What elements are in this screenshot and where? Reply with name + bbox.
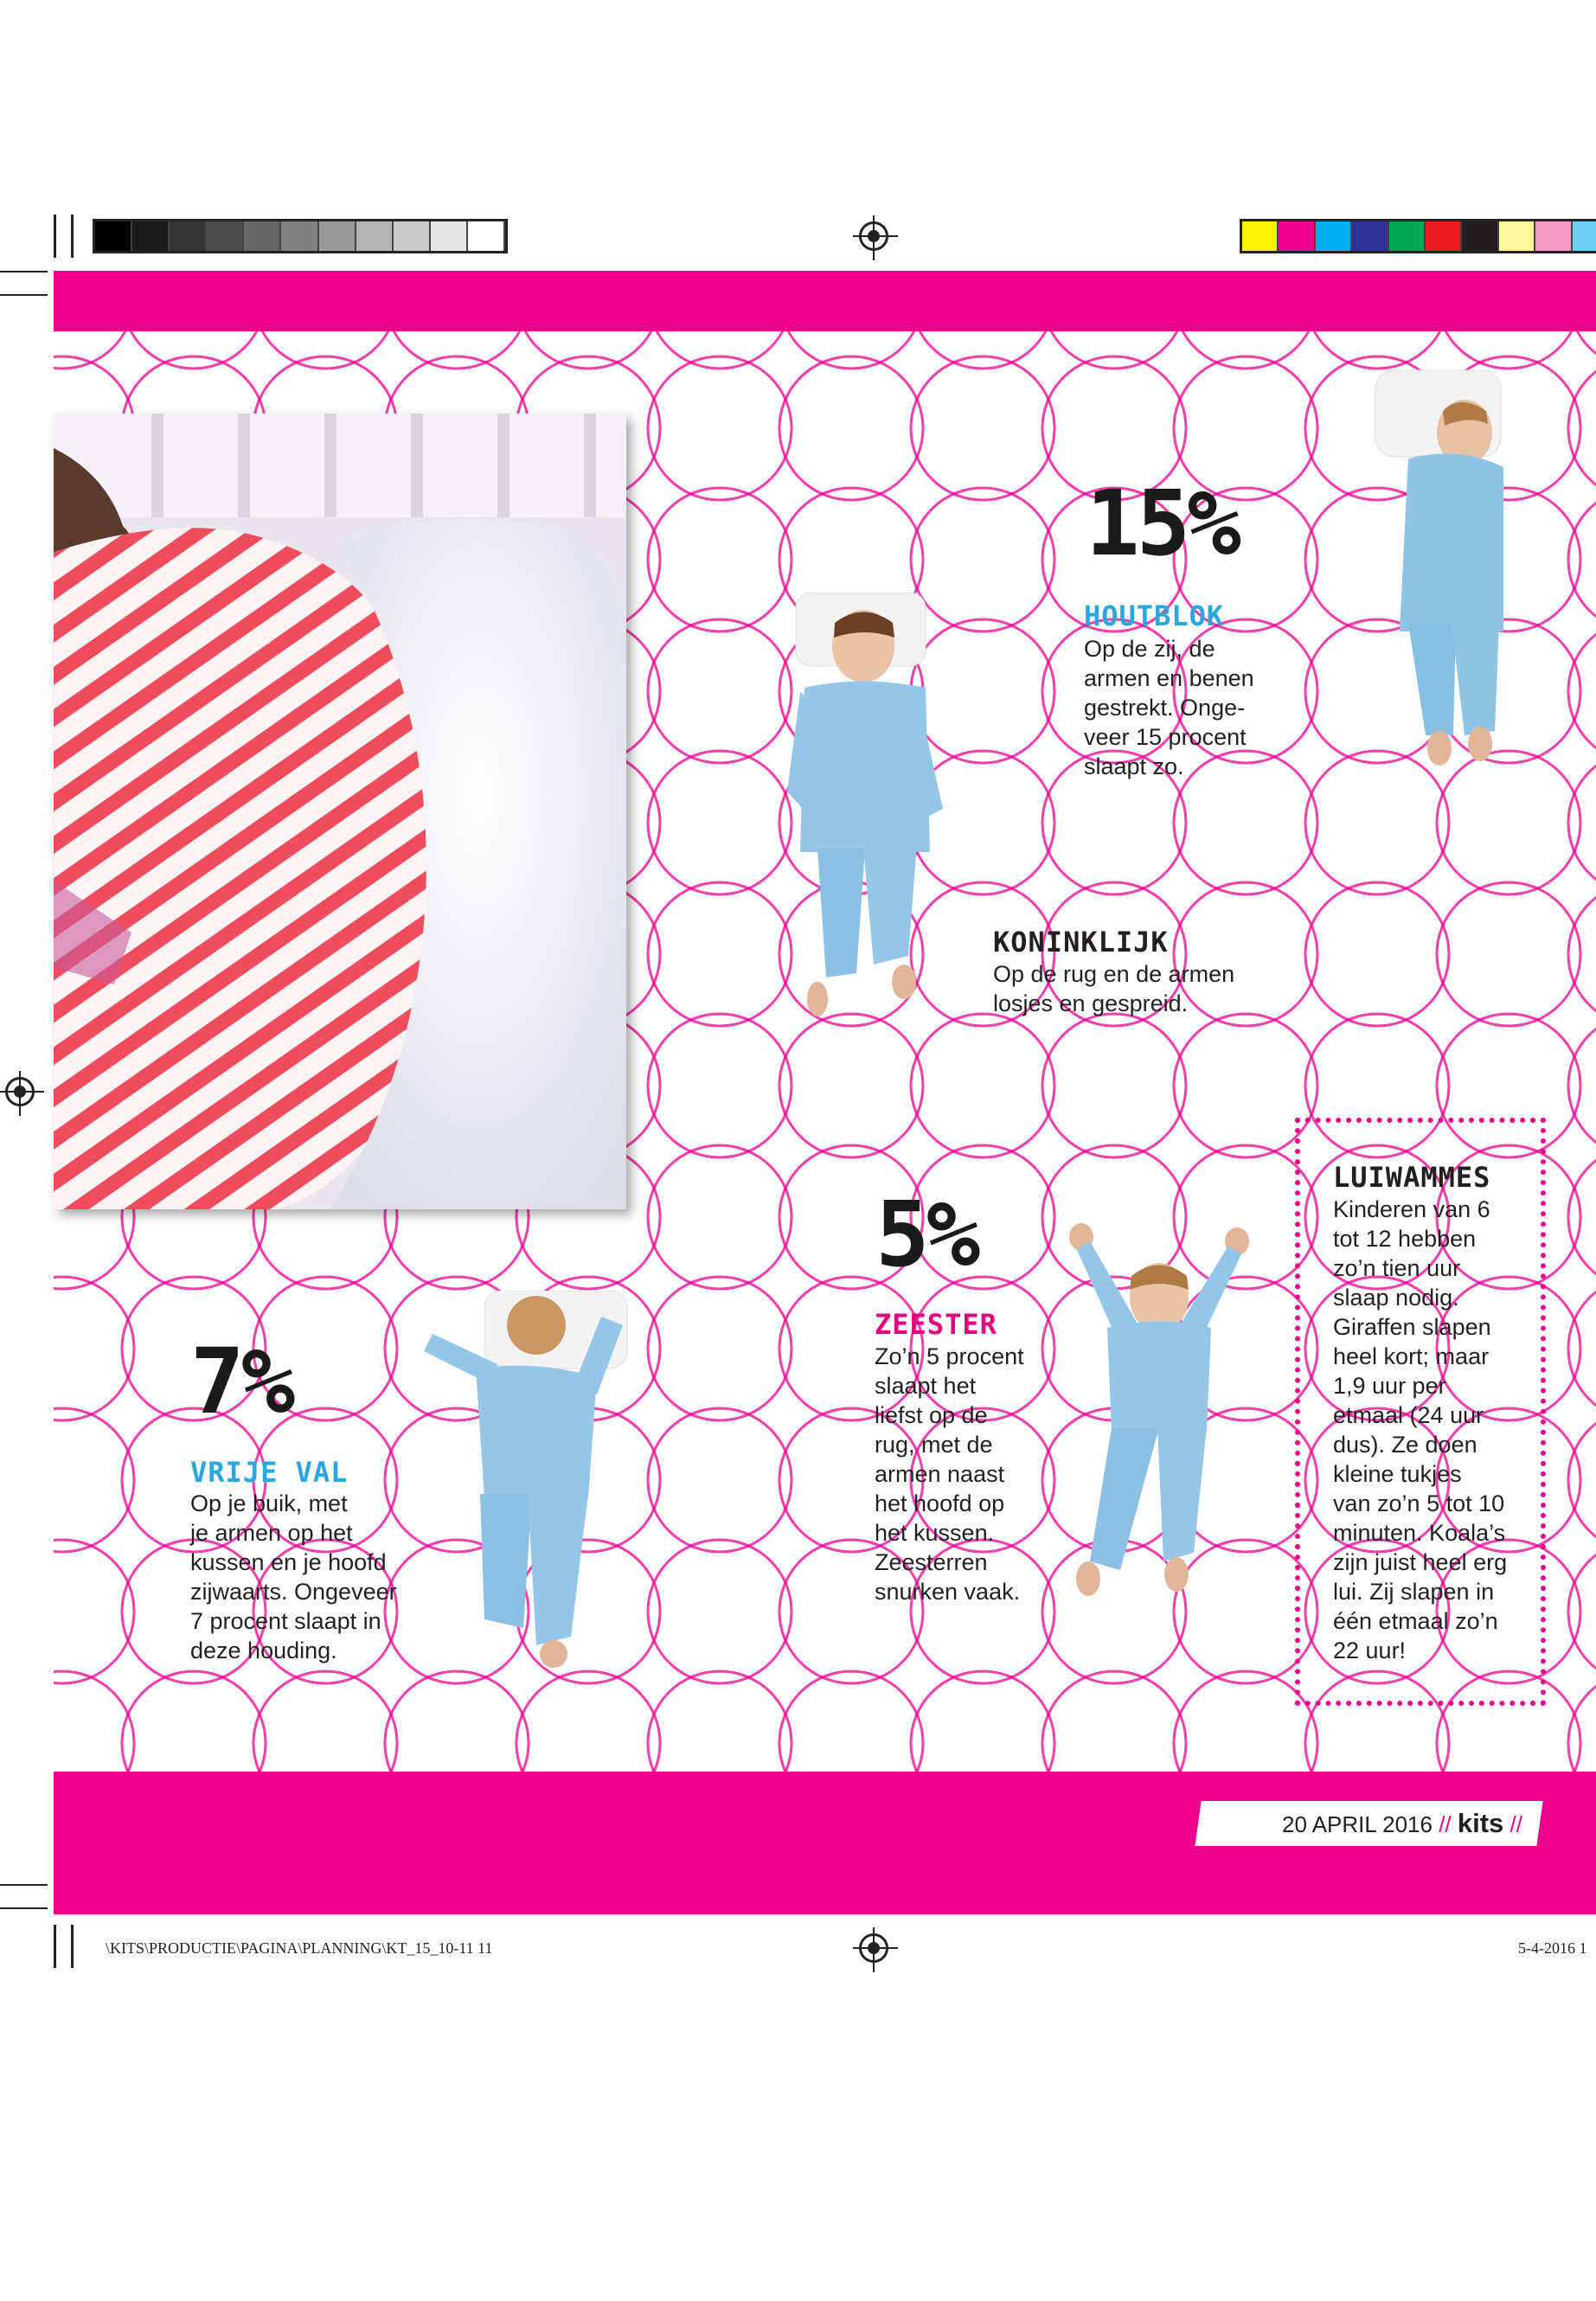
houtblok-percentage: 15% (1086, 471, 1238, 576)
text-line: Op de zij, de (1084, 636, 1215, 662)
pattern-circle (1042, 331, 1186, 369)
color-swatch (1535, 221, 1572, 251)
text-line: het hoofd op (875, 1490, 1005, 1516)
houtblok-heading: HOUTBLOK (1084, 599, 1225, 632)
process-color-bar (1240, 219, 1596, 253)
color-swatch (1242, 221, 1279, 251)
pattern-circle (1568, 1671, 1596, 1772)
color-swatch (244, 221, 281, 251)
text-line: Kinderen van 6 (1333, 1196, 1490, 1222)
pattern-circle (648, 331, 792, 369)
pattern-circle (516, 1671, 660, 1772)
color-swatch (468, 221, 505, 251)
text-line: tot 12 hebben (1333, 1226, 1477, 1252)
crop-mark (54, 1925, 56, 1968)
zeester-boy-illustration (1055, 1215, 1263, 1605)
pattern-circle (911, 356, 1054, 500)
color-swatch (356, 221, 394, 251)
pattern-circle (1568, 882, 1596, 1026)
crop-mark (54, 215, 56, 258)
pattern-circle (779, 356, 923, 500)
crop-mark (0, 294, 48, 296)
pattern-circle (1568, 1540, 1596, 1683)
text-line: 7 procent slaapt in (190, 1608, 381, 1634)
text-line: Op je buik, met (190, 1490, 348, 1516)
pattern-circle (648, 1408, 792, 1552)
footer-line (1282, 1808, 1522, 1839)
vrije-val-heading: VRIJE VAL (190, 1456, 349, 1489)
text-line: je armen op het (190, 1520, 353, 1546)
text-line: zijwaarts. Ongeveer (190, 1579, 397, 1605)
text-line: armen en benen (1084, 665, 1254, 691)
pattern-circle (1568, 356, 1596, 500)
text-line: etmaal (24 uur (1333, 1402, 1484, 1428)
vrije-val-boy-illustration (424, 1291, 631, 1680)
luiwammes-heading: LUIWAMMES (1333, 1161, 1491, 1194)
footer-separator: // (1439, 1811, 1452, 1837)
crop-mark (0, 1884, 48, 1886)
text-line: heel kort; maar (1333, 1343, 1490, 1369)
color-swatch (132, 221, 170, 251)
pattern-circle (122, 1671, 266, 1772)
text-line: veer 15 procent (1084, 724, 1247, 750)
sleeping-girl-photo (54, 413, 626, 1209)
text-line: liefst op de (875, 1402, 988, 1428)
registration-mark-icon (859, 1933, 888, 1963)
crop-mark (71, 1925, 74, 1968)
text-line: deze houding. (190, 1638, 337, 1663)
text-line: kleine tukjes (1333, 1461, 1462, 1487)
text-line: het kussen. (875, 1520, 995, 1546)
pattern-circle (648, 1014, 792, 1157)
registration-mark-icon (859, 221, 888, 251)
zeester-heading: ZEESTER (875, 1308, 997, 1341)
pattern-circle (385, 1671, 529, 1772)
pattern-circle (1568, 619, 1596, 763)
text-line: slaap nodig. (1333, 1285, 1459, 1311)
text-line: losjes en gespreid. (993, 990, 1189, 1016)
footer-trail: // (1509, 1811, 1522, 1837)
pattern-circle (122, 331, 266, 369)
crop-mark (71, 215, 74, 258)
text-line: 22 uur! (1333, 1638, 1407, 1663)
color-swatch (1279, 221, 1315, 251)
color-swatch (1316, 221, 1352, 251)
color-swatch (207, 221, 244, 251)
pattern-circle (779, 331, 923, 369)
text-line: rug, met de (875, 1432, 993, 1458)
koninklijk-boy-illustration (787, 593, 947, 1016)
top-magenta-band (54, 271, 1596, 331)
pattern-circle (253, 1671, 397, 1772)
text-line: Op de rug en de armen (993, 961, 1235, 987)
pattern-circle (1568, 488, 1596, 631)
text-line: 1,9 uur per (1333, 1373, 1446, 1399)
color-swatch (1426, 221, 1462, 251)
color-swatch (431, 221, 468, 251)
grayscale-color-bar (93, 219, 508, 253)
pattern-circle (1568, 1014, 1596, 1157)
pattern-circle (1042, 1014, 1186, 1157)
footer-date: 20 APRIL 2016 (1282, 1811, 1433, 1837)
text-line: slaapt het (875, 1373, 977, 1399)
pattern-circle (648, 1277, 792, 1420)
color-swatch (170, 221, 207, 251)
footer-brand: kits (1457, 1808, 1504, 1838)
pattern-circle (648, 751, 792, 894)
pattern-circle (1568, 331, 1596, 369)
text-line: armen naast (875, 1461, 1005, 1487)
pattern-circle (648, 1145, 792, 1289)
pattern-circle (1437, 751, 1580, 894)
text-line: Giraffen slapen (1333, 1314, 1491, 1340)
pattern-circle (648, 882, 792, 1026)
pattern-circle (779, 1671, 923, 1772)
text-line: slaapt zo. (1084, 753, 1184, 779)
color-swatch (319, 221, 356, 251)
text-line: van zo’n 5 tot 10 (1333, 1490, 1505, 1516)
pattern-circle (1305, 882, 1449, 1026)
pattern-circle (648, 619, 792, 763)
pattern-circle (648, 488, 792, 631)
houtblok-boy-illustration (1374, 363, 1521, 770)
pattern-circle (648, 1671, 792, 1772)
slug-date: 5-4-2016 1 (1518, 1939, 1587, 1957)
pattern-circle (911, 1014, 1054, 1157)
color-swatch (1352, 221, 1388, 251)
pattern-circle (1437, 882, 1580, 1026)
crop-mark (0, 271, 48, 272)
color-swatch (95, 221, 132, 251)
pattern-circle (648, 1540, 792, 1683)
zeester-percentage: 5% (875, 1182, 977, 1287)
text-line: kussen en je hoofd (190, 1549, 387, 1575)
pattern-circle (1568, 1145, 1596, 1289)
pattern-circle (1305, 751, 1449, 894)
text-line: gestrekt. Onge- (1084, 695, 1246, 721)
pattern-circle (385, 331, 529, 369)
pattern-circle (1042, 1671, 1186, 1772)
color-swatch (1573, 221, 1596, 251)
text-line: Zeesterren (875, 1549, 988, 1575)
text-line: zijn juist heel erg (1333, 1549, 1508, 1575)
pattern-circle (1568, 751, 1596, 894)
color-swatch (394, 221, 431, 251)
pattern-circle (1174, 331, 1317, 369)
vrije-val-percentage: 7% (190, 1329, 292, 1434)
color-swatch (1389, 221, 1426, 251)
pattern-circle (1568, 1277, 1596, 1420)
vrije-val-text (190, 1489, 397, 1665)
text-line: Zo’n 5 procent (875, 1343, 1024, 1369)
pattern-circle (516, 331, 660, 369)
text-line: minuten. Koala’s (1333, 1520, 1506, 1546)
koninklijk-heading: KONINKLIJK (993, 926, 1169, 958)
color-swatch (1499, 221, 1535, 251)
pattern-circle (911, 331, 1054, 369)
text-line: snurken vaak. (875, 1579, 1021, 1605)
zeester-text (875, 1342, 1024, 1606)
crop-mark (0, 1907, 48, 1909)
color-swatch (281, 221, 318, 251)
text-line: lui. Zij slapen in (1333, 1579, 1495, 1605)
pattern-circle (253, 331, 397, 369)
registration-mark-icon (5, 1077, 35, 1106)
koninklijk-text (993, 959, 1234, 1018)
text-line: zo’n tien uur (1333, 1255, 1461, 1281)
pattern-circle (1568, 1408, 1596, 1552)
slug-file-path: \KITS\PRODUCTIE\PAGINA\PLANNING\KT_15_10-11 11 (106, 1939, 493, 1957)
pattern-circle (779, 1014, 923, 1157)
pattern-circle (911, 1671, 1054, 1772)
luiwammes-text (1333, 1195, 1507, 1665)
text-line: dus). Ze doen (1333, 1432, 1477, 1458)
houtblok-text (1084, 634, 1254, 781)
color-swatch (1462, 221, 1498, 251)
pattern-circle (648, 356, 792, 500)
text-line: één etmaal zo’n (1333, 1608, 1498, 1634)
